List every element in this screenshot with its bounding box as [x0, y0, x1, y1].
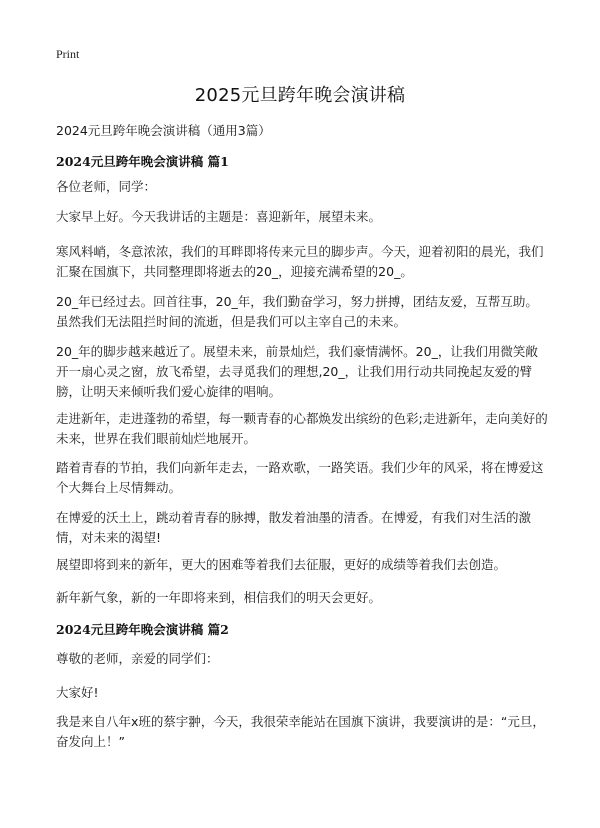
paragraph: 大家早上好。今天我讲话的主题是：喜迎新年，展望未来。 [56, 209, 382, 224]
document-subtitle: 2024元旦跨年晚会演讲稿（通用3篇） [56, 123, 271, 138]
paragraph: 尊敬的老师，亲爱的同学们： [56, 651, 219, 666]
paragraph: 新年新气象，新的一年即将来到，相信我们的明天会更好。 [56, 590, 382, 605]
paragraph: 踏着青春的节拍，我们向新年走去，一路欢歌，一路笑语。我们少年的风采，将在博爱这个大舞台上尽情舞动。 [56, 460, 544, 495]
section-2-heading: 2024元旦跨年晚会演讲稿 篇2 [56, 622, 229, 637]
section-1-heading: 2024元旦跨年晚会演讲稿 篇1 [56, 154, 229, 169]
print-label: Print [56, 47, 80, 61]
paragraph: 我是来自八年x班的蔡宇翀，今天，我很荣幸能站在国旗下演讲，我要演讲的是：“元旦，奋发向上！” [56, 714, 545, 749]
paragraph: 展望即将到来的新年，更大的困难等着我们去征服，更好的成绩等着我们去创造。 [56, 557, 507, 572]
paragraph: 在博爱的沃土上，跳动着青春的脉搏，散发着油墨的清香。在博爱，有我们对生活的激情，对未来的渴望! [56, 510, 532, 545]
paragraph: 寒风料峭，冬意浓浓，我们的耳畔即将传来元旦的脚步声。今天，迎着初阳的晨光，我们汇聚在国旗下，共同整理即将逝去的20_，迎接充满希望的20_。 [56, 244, 544, 279]
paragraph: 20_年的脚步越来越近了。展望未来，前景灿烂，我们豪情满怀。20_，让我们用微笑敞开一扇心灵之窗，放飞希望，去寻觅我们的理想,20_，让我们用行动共同挽起友爱的臂膀，让明天来倾听我们爱心旋律的唱响。 [56, 344, 538, 399]
paragraph: 各位老师，同学： [56, 179, 157, 194]
paragraph: 20_年已经过去。回首往事，20_年，我们勤奋学习，努力拼搏，团结友爱，互帮互助。虽然我们无法阻拦时间的流逝，但是我们可以主宰自己的未来。 [56, 294, 538, 329]
paragraph: 大家好! [56, 685, 99, 700]
document-title: 2025元旦跨年晚会演讲稿 [194, 85, 406, 106]
paragraph: 走进新年，走进蓬勃的希望，每一颗青春的心都焕发出缤纷的色彩;走进新年，走向美好的未来，世界在我们眼前灿烂地展开。 [56, 411, 548, 446]
